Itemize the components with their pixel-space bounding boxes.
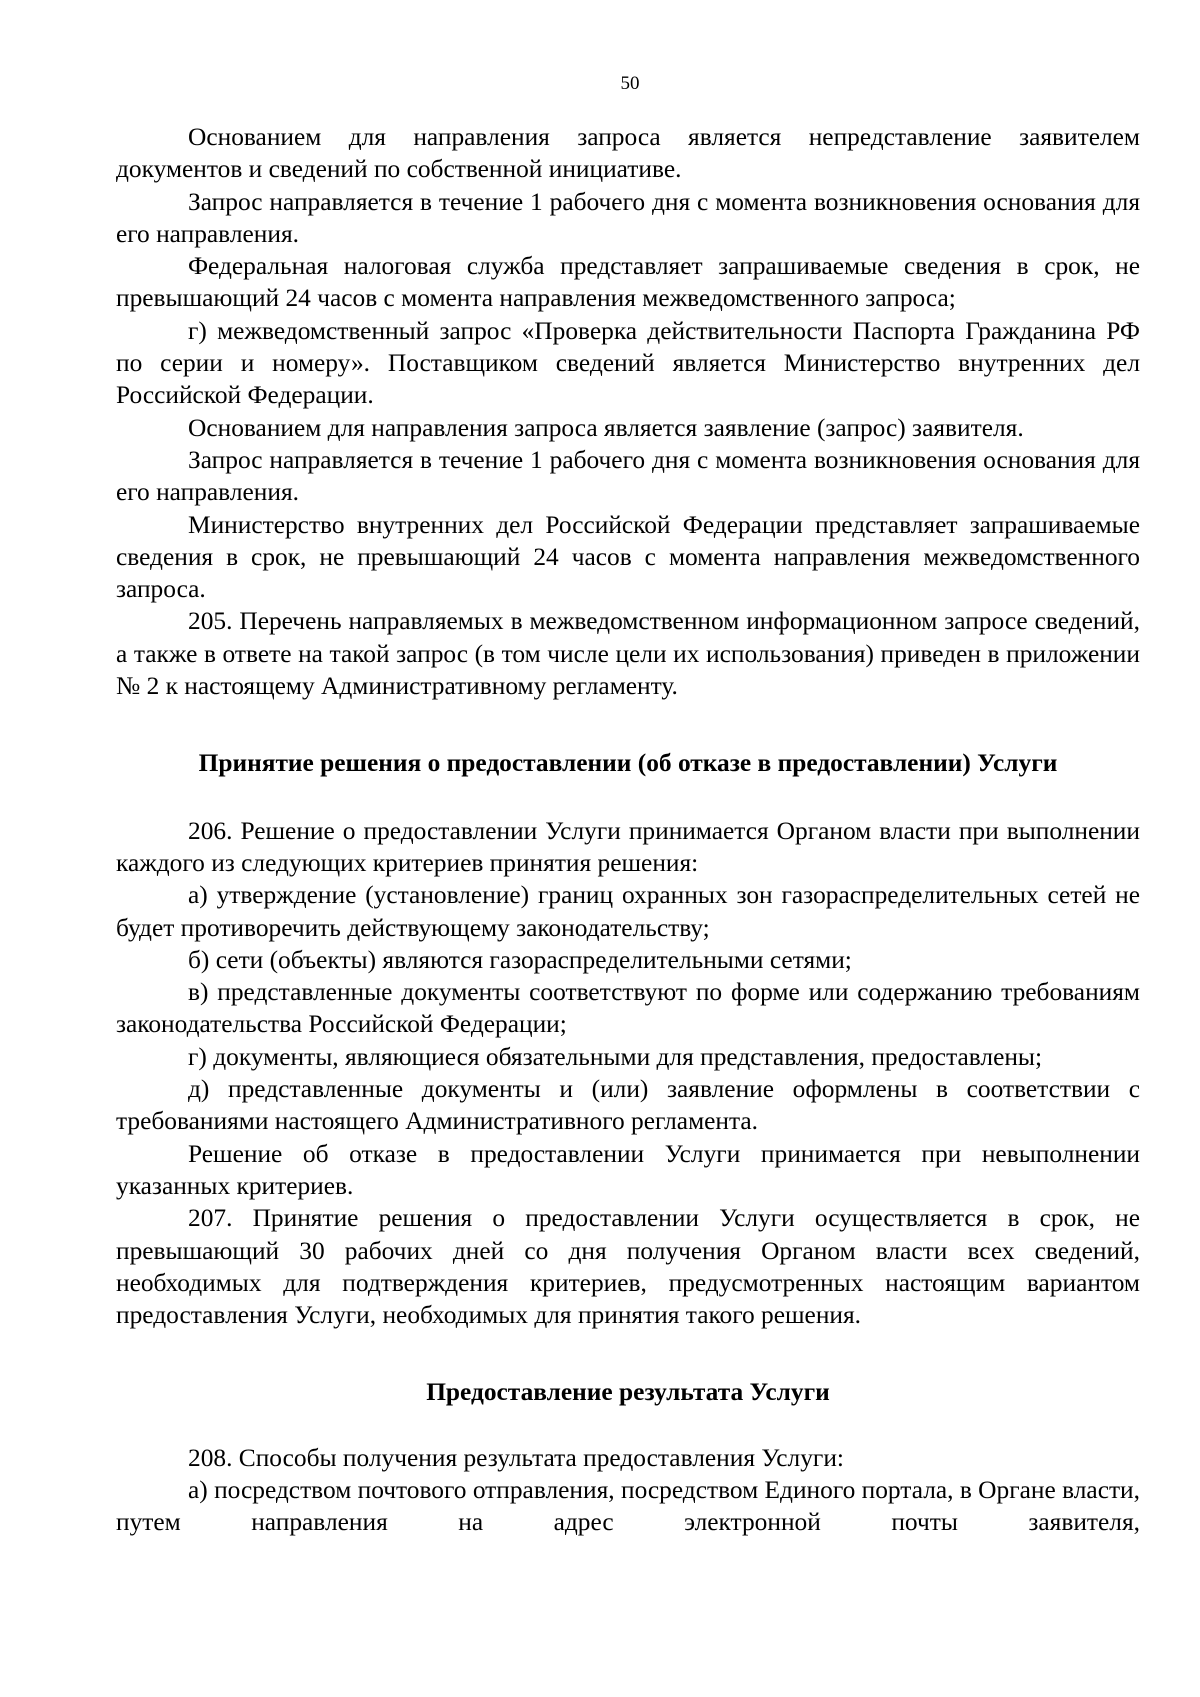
paragraph: б) сети (объекты) являются газораспределительными сетями;	[188, 945, 852, 974]
paragraph: Основанием для направления запроса является непредставление заявителем документов и сведений по собственной инициативе.	[116, 123, 1140, 184]
paragraph: в) представленные документы соответствуют по форме или содержанию требованиям законодательства Российской Федерации;	[116, 978, 1140, 1039]
paragraph: д) представленные документы и (или) заявление оформлены в соответствии с требованиями настоящего Административного регламента.	[116, 1075, 1140, 1136]
document-body	[116, 121, 1140, 1539]
paragraph: 206. Решение о предоставлении Услуги принимается Органом власти при выполнении каждого из следующих критериев принятия решения:	[116, 816, 1140, 877]
paragraph: 208. Способы получения результата предоставления Услуги:	[188, 1443, 844, 1472]
paragraph: 207. Принятие решения о предоставлении Услуги осуществляется в срок, не превышающий 30 рабочих дней со дня получения Органом власти всех сведений, необходимых для подтверждения критериев, предусмотренных настоящим вариантом предоставления Услуги, необходимых для принятия такого решения.	[116, 1204, 1140, 1330]
paragraph: 205. Перечень направляемых в межведомственном информационном запросе сведений, а также в ответе на такой запрос (в том числе цели их использования) приведен в приложении № 2 к настоящему Административному регламенту.	[116, 607, 1140, 701]
paragraph: Министерство внутренних дел Российской Федерации представляет запрашиваемые сведения в срок, не превышающий 24 часов с момента направления межведомственного запроса.	[116, 510, 1140, 604]
section-heading-decision: Принятие решения о предоставлении (об отказе в предоставлении) Услуги	[198, 749, 1058, 778]
paragraph: Запрос направляется в течение 1 рабочего дня с момента возникновения основания для его направления.	[116, 187, 1140, 248]
paragraph: Решение об отказе в предоставлении Услуги принимается при невыполнении указанных критериев.	[116, 1139, 1140, 1200]
paragraph: Основанием для направления запроса является заявление (запрос) заявителя.	[188, 413, 1024, 442]
paragraph: Федеральная налоговая служба представляет запрашиваемые сведения в срок, не превышающий 24 часов с момента направления межведомственного запроса;	[116, 252, 1140, 313]
paragraph: а) посредством почтового отправления, посредством Единого портала, в Органе власти, путем направления на адрес электронной почты заявителя,	[116, 1475, 1140, 1537]
section-heading-result: Предоставление результата Услуги	[426, 1378, 830, 1407]
page-number: 50	[620, 73, 640, 94]
paragraph: г) межведомственный запрос «Проверка действительности Паспорта Гражданина РФ по серии и номеру». Поставщиком сведений является Министерство внутренних дел Российской Федерации.	[116, 316, 1140, 410]
paragraph: г) документы, являющиеся обязательными для представления, предоставлены;	[188, 1042, 1043, 1071]
paragraph: а) утверждение (установление) границ охранных зон газораспределительных сетей не будет противоречить действующему законодательству;	[116, 881, 1140, 942]
paragraph: Запрос направляется в течение 1 рабочего дня с момента возникновения основания для его направления.	[116, 445, 1140, 507]
